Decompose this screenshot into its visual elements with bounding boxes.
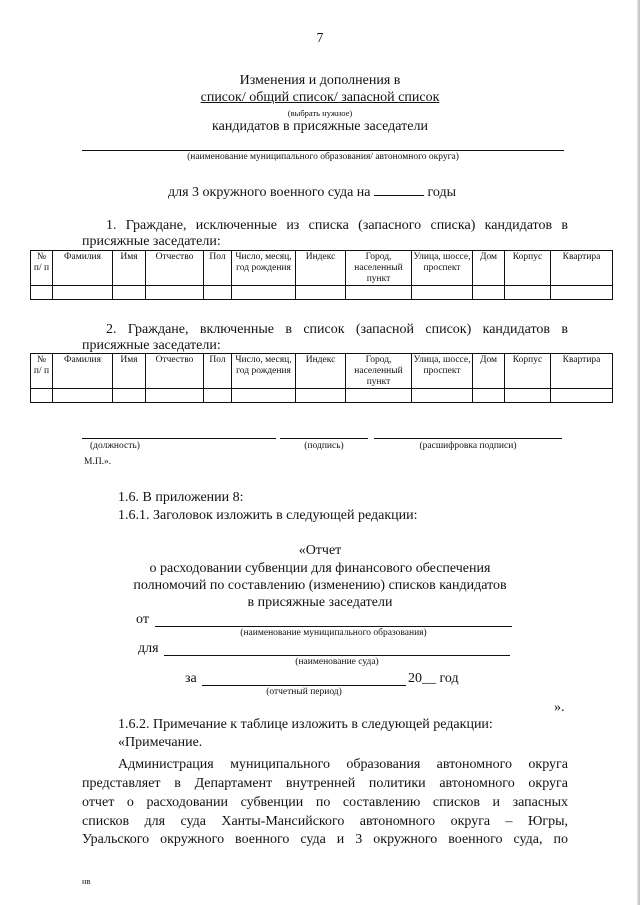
item-1-6-2: 1.6.2. Примечание к таблице изложить в следующей редакции:	[118, 717, 493, 732]
stamp-mark: М.П.».	[84, 457, 112, 467]
from-caption: (наименование муниципального образования)	[240, 628, 427, 638]
section2-line1: 2. Граждане, включенные в список (запасной список) кандидатов в	[106, 322, 568, 337]
table-cell	[505, 286, 551, 300]
page-number: 7	[316, 30, 324, 45]
col-house: Дом	[473, 354, 505, 389]
col-surname: Фамилия	[53, 354, 113, 389]
table-cell	[204, 286, 232, 300]
from-label: от	[136, 612, 149, 627]
section1-line2: присяжные заседатели:	[82, 234, 221, 249]
court-line-prefix: для 3 окружного военного суда на	[168, 185, 371, 200]
table-cell	[296, 389, 346, 403]
table-cell	[204, 389, 232, 403]
court-line	[168, 184, 498, 201]
col-number: № п/ п	[31, 354, 53, 389]
table-row	[31, 286, 613, 300]
table-row	[31, 389, 613, 403]
table-cell	[146, 389, 204, 403]
table-cell	[232, 286, 296, 300]
signature-caption: (подпись)	[304, 441, 344, 451]
position-caption: (должность)	[90, 441, 140, 451]
title-line-4: кандидатов в присяжные заседатели	[212, 119, 428, 134]
footer-mark: нв	[82, 876, 91, 886]
col-apartment: Квартира	[551, 354, 613, 389]
section2-line2: присяжные заседатели:	[82, 338, 221, 353]
col-postcode: Индекс	[296, 354, 346, 389]
col-name: Имя	[113, 354, 146, 389]
for-caption: (наименование суда)	[295, 657, 379, 667]
closing-quote: ».	[554, 700, 565, 715]
table-cell	[505, 389, 551, 403]
signature-underline	[280, 438, 368, 439]
table-cell	[113, 286, 146, 300]
col-surname: Фамилия	[53, 251, 113, 286]
table-cell	[346, 389, 412, 403]
table-cell	[346, 286, 412, 300]
title-line-2	[120, 90, 520, 106]
municipality-caption: (наименование муниципального образования/ автономного округа)	[187, 152, 459, 162]
col-number: № п/ п	[31, 251, 53, 286]
col-street: Улица, шоссе, проспект	[412, 251, 473, 286]
decoding-caption: (расшифровка подписи)	[419, 441, 517, 451]
col-apartment: Квартира	[551, 251, 613, 286]
table-cell	[412, 286, 473, 300]
period-caption: (отчетный период)	[266, 687, 342, 697]
court-line-suffix: годы	[427, 185, 457, 200]
table-cell	[551, 286, 613, 300]
for-label: для	[138, 641, 159, 656]
report-title-2: о расходовании субвенции для финансового обеспечения	[149, 561, 491, 576]
table-cell	[31, 389, 53, 403]
table-header-row	[31, 354, 613, 389]
period-year: 20__ год	[408, 671, 459, 686]
para-line-3: отчет о расходовании субвенции по составлению списков и запасных	[82, 795, 568, 810]
decoding-underline	[374, 438, 562, 439]
report-title-1: «Отчет	[298, 543, 342, 558]
period-prefix: за	[185, 671, 197, 686]
table-cell	[53, 389, 113, 403]
from-underline	[155, 626, 512, 627]
para-line-5: Уральского окружного военного суда и 3 окружного военного суда, по	[82, 832, 568, 847]
item-1-6-1: 1.6.1. Заголовок изложить в следующей редакции:	[118, 508, 418, 523]
col-name: Имя	[113, 251, 146, 286]
municipality-underline	[82, 150, 564, 151]
for-underline	[164, 655, 510, 656]
table-cell	[53, 286, 113, 300]
table-cell	[232, 389, 296, 403]
col-city: Город, населенный пункт	[346, 354, 412, 389]
col-birthdate: Число, месяц, год рождения	[232, 354, 296, 389]
excluded-citizens-table	[30, 250, 613, 300]
note-label: «Примечание.	[118, 735, 203, 750]
col-street: Улица, шоссе, проспект	[412, 354, 473, 389]
col-building: Корпус	[505, 251, 551, 286]
period-underline	[202, 685, 406, 686]
report-title-4: в присяжные заседатели	[247, 595, 393, 610]
col-patronymic: Отчество	[146, 354, 204, 389]
col-building: Корпус	[505, 354, 551, 389]
col-sex: Пол	[204, 354, 232, 389]
table-cell	[473, 286, 505, 300]
table-cell	[31, 286, 53, 300]
title-list-options: список/ общий список/ запасной список	[200, 90, 440, 105]
section1-line1: 1. Граждане, исключенные из списка (запасного списка) кандидатов в	[106, 218, 568, 233]
col-birthdate: Число, месяц, год рождения	[232, 251, 296, 286]
report-title-3: полномочий по составлению (изменению) списков кандидатов	[133, 578, 507, 593]
position-underline	[82, 438, 276, 439]
col-postcode: Индекс	[296, 251, 346, 286]
table-cell	[296, 286, 346, 300]
table-cell	[113, 389, 146, 403]
col-sex: Пол	[204, 251, 232, 286]
col-house: Дом	[473, 251, 505, 286]
para-line-2: представляет в Департамент внутренней политики автономного округа	[82, 776, 568, 791]
para-line-1: Администрация муниципального образования автономного округа	[118, 757, 568, 772]
included-citizens-table	[30, 353, 613, 403]
item-1-6: 1.6. В приложении 8:	[118, 490, 244, 505]
table-cell	[412, 389, 473, 403]
table-header-row	[31, 251, 613, 286]
para-line-4: списков для суда Ханты-Мансийского автономного округа – Югры,	[82, 814, 568, 829]
years-blank	[374, 184, 424, 196]
table-cell	[473, 389, 505, 403]
table-cell	[551, 389, 613, 403]
col-city: Город, населенный пункт	[346, 251, 412, 286]
title-line-1: Изменения и дополнения в	[239, 73, 401, 88]
col-patronymic: Отчество	[146, 251, 204, 286]
title-choose-hint: (выбрать нужное)	[287, 108, 353, 118]
table-cell	[146, 286, 204, 300]
